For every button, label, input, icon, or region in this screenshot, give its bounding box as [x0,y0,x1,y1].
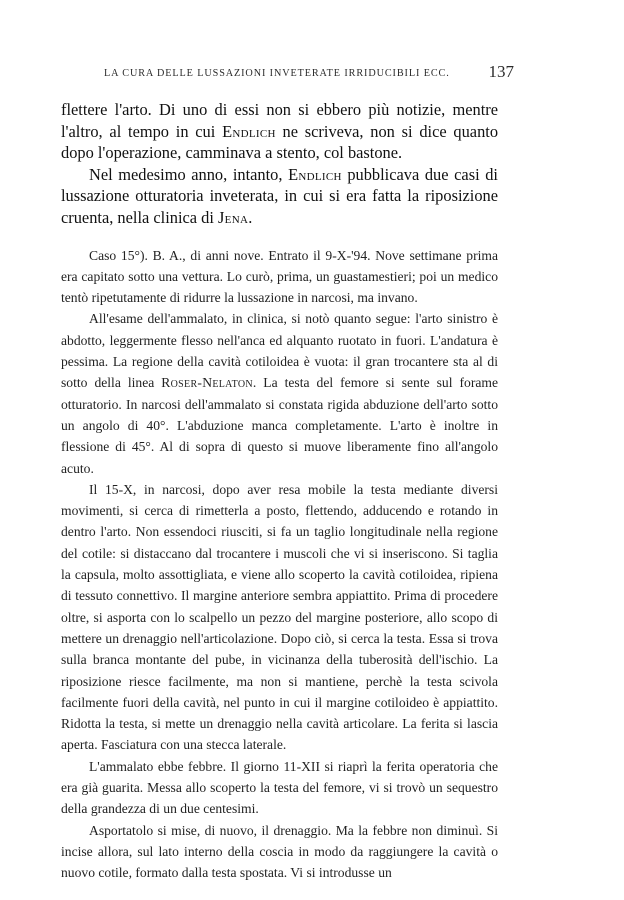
author-name-endlich-2: Endlich [288,164,342,184]
case-paragraph: Caso 15°). B. A., di anni nove. Entrato il 9-X-'94. Nove settimane prima era capitato sotto una vettura. Lo curò, prima, un guastamestieri; poi un medico tentò ripetutamente di ridurre la lussazione in narcosi, ma invano. [61,247,498,306]
running-title: LA CURA DELLE LUSSAZIONI INVETERATE IRRIDUCIBILI ECC. [104,68,450,79]
drain-paragraph: Asportatolo si mise, di nuovo, il drenaggio. Ma la febbre non diminuì. Si incise allora, sul lato interno della coscia in modo da raggiungere la cavità o nuovo cotile, formato dalla testa spostata. Vi si introdusse un [61,822,498,881]
exam-paragraph [61,308,498,478]
exam-text-2: . La testa del femore si sente sul forame otturatorio. In narcosi dell'ammalato si constata rigida abduzione dell'arto sotto un angolo di 40°. L'abduzione manca completamente. L'arto è inoltre in flessione di 45°. Al di sopra di questo si muove liberamente fino all'angolo acuto. [61,375,499,476]
operation-paragraph: Il 15-X, in narcosi, dopo aver resa mobile la testa mediante diversi movimenti, si cerca di rimetterla a posto, flettendo, adducendo e rotando in dentro l'arto. Non essendoci riusciti, si fa un taglio longitudinale nella regione del cotile: si distaccano dal trocantere i muscoli che vi si inseriscono. Si taglia la capsula, molto assottigliata, e viene allo scoperto la cavità cotiloidea, ripiena di tessuto connettivo. Il margine anteriore sembra appiattito. Prima di procedere oltre, si asporta con lo scalpello un pezzo del margine posteriore, allo scopo di mettere un drenaggio nell'articolazione. Dopo ciò, si cerca la testa. Essa si trova sulla branca montante del pube, in vicinanza della tuberosità dell'ischio. La riposizione riesce facilmente, ma non si mantiene, perchè la testa scivola facilmente fuori della cavità, nel punto in cui il margine cotiloideo è appiattito. Ridotta la testa, si mette un drenaggio nella cavità articolare. La ferita si lascia aperta. Fasciatura con una stecca laterale. [61,481,498,753]
author-name-endlich: Endlich [222,121,276,141]
second-text-1: Nel medesimo anno, intanto, [89,164,289,184]
page-number: 137 [488,62,514,81]
body-text [61,99,498,883]
city-name-jena: Jena [218,207,249,227]
intro-text-1: flettere l'arto. Di uno di essi non si ebbero più notizie, mentre l'altro, al tempo in cui [61,100,498,141]
second-text-2: pubblicava due casi di lussazione otturatoria inveterata, in cui si era fatta la riposizione cruenta, nella clinica di [61,164,498,227]
fever-paragraph: L'ammalato ebbe febbre. Il giorno 11-XII si riaprì la ferita operatoria che era già guarita. Messa allo scoperto la testa del femore, vi si trovò un sequestro della grandezza di un due centesimi. [61,758,498,817]
line-name-roser-nelaton: Roser-Nelaton [161,375,253,391]
intro-text-2: ne scriveva, non si dice quanto dopo l'operazione, camminava a stento, col bastone. [61,121,499,163]
intro-paragraph [61,99,498,164]
exam-text-1: All'esame dell'ammalato, in clinica, si notò quanto segue: l'arto sinistro è abdotto, leggermente flesso nell'anca ed alquanto ruotato in fuori. L'andatura è pessima. La regione della cavità cotiloidea è vuota: il gran trocantere sta al di sotto della linea [61,311,498,391]
second-text-3: . [248,207,253,227]
running-head [104,62,514,82]
second-paragraph [61,164,498,229]
